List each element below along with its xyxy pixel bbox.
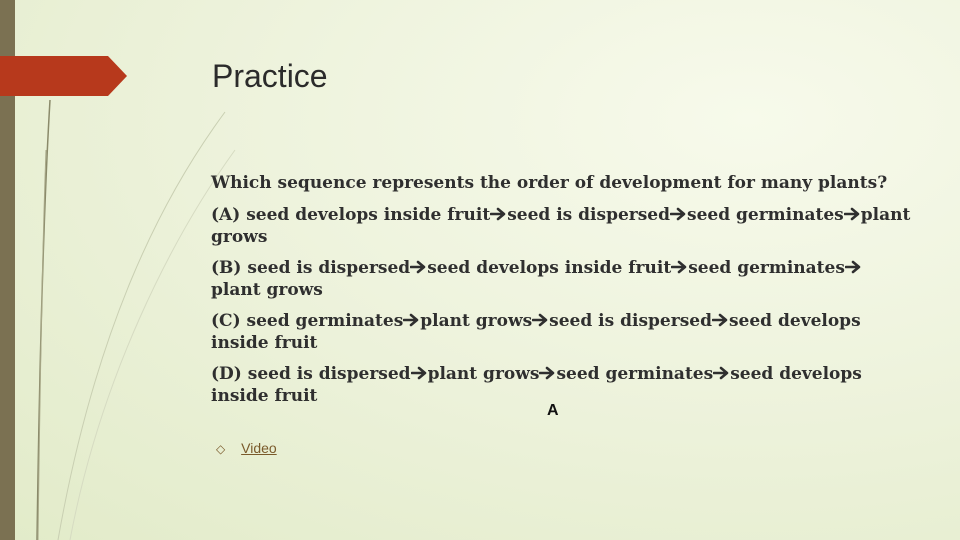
option-step: seed germinates	[687, 205, 844, 225]
right-arrow-icon	[539, 366, 556, 380]
right-arrow-icon	[532, 313, 549, 327]
option-step: seed is dispersed	[247, 258, 411, 278]
answer-option	[211, 204, 911, 248]
answer-key: A	[547, 402, 559, 419]
question-block	[211, 172, 911, 416]
option-label: (A)	[211, 205, 247, 225]
option-step: plant grows	[211, 280, 323, 300]
right-arrow-icon	[490, 207, 507, 221]
answer-option	[211, 257, 911, 301]
option-label: (D)	[211, 364, 248, 384]
option-step: plant grows	[420, 311, 533, 331]
right-arrow-icon	[670, 207, 687, 221]
option-step: plant grows	[211, 205, 911, 247]
slide-title: Practice	[212, 58, 328, 94]
option-step: seed germinates	[246, 311, 404, 331]
right-arrow-icon	[671, 260, 688, 274]
diamond-bullet-icon: ◇	[216, 442, 226, 456]
question-text: Which sequence represents the order of development for many plants?	[211, 173, 888, 193]
right-arrow-icon	[845, 260, 862, 274]
option-step: seed develops inside fruit	[427, 258, 672, 278]
right-arrow-icon	[712, 313, 729, 327]
answer-option	[211, 310, 911, 354]
right-arrow-icon	[844, 207, 861, 221]
option-step: seed is dispersed	[507, 205, 671, 225]
option-label: (B)	[211, 258, 248, 278]
option-step: seed develops inside fruit	[211, 364, 862, 406]
video-bullet-item	[216, 440, 277, 456]
video-link[interactable]: Video	[241, 440, 277, 456]
right-arrow-icon	[403, 313, 420, 327]
option-step: seed is dispersed	[247, 364, 411, 384]
right-arrow-icon	[411, 366, 428, 380]
option-step: seed develops inside fruit	[211, 311, 861, 353]
right-arrow-icon	[713, 366, 730, 380]
answer-option	[211, 363, 911, 407]
option-step: seed is dispersed	[549, 311, 712, 331]
answer-options	[211, 204, 911, 407]
option-label: (C)	[211, 311, 247, 331]
option-step: plant grows	[427, 364, 540, 384]
option-step: seed germinates	[556, 364, 714, 384]
option-step: seed develops inside fruit	[246, 205, 491, 225]
option-step: seed germinates	[688, 258, 845, 278]
right-arrow-icon	[410, 260, 427, 274]
